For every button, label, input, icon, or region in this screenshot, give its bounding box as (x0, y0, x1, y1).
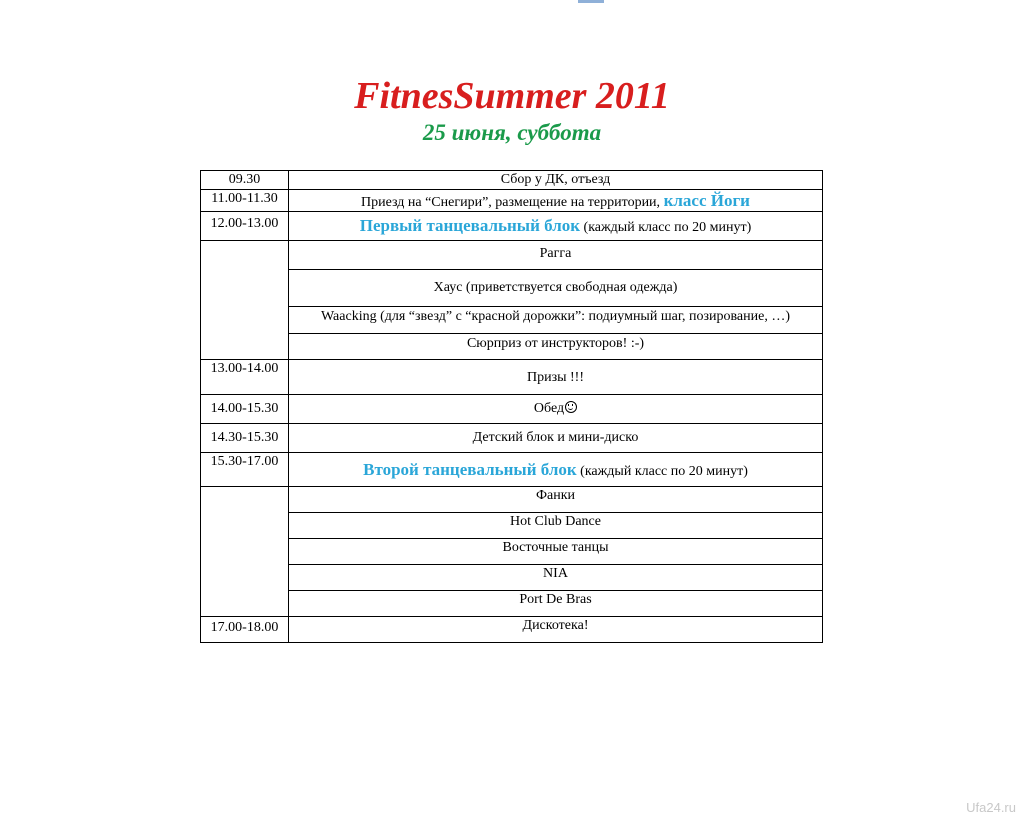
table-row (201, 565, 823, 591)
event-cell (289, 307, 823, 334)
event-cell (289, 487, 823, 513)
event-text: Фанки (535, 488, 576, 503)
event-text: (каждый класс по 20 минут) (580, 220, 752, 235)
event-text: Хаус (приветствуется свободная одежда) (433, 280, 678, 295)
event-cell (289, 453, 823, 487)
event-cell (289, 565, 823, 591)
time-cell: 13.00-14.00 (201, 360, 289, 395)
top-edge-mark (578, 0, 604, 3)
event-cell (289, 190, 823, 212)
event-cell (289, 424, 823, 453)
event-text: Сюрприз от инструкторов! :-) (466, 336, 645, 351)
page-subtitle: 25 июня, суббота (422, 120, 602, 145)
time-cell: 15.30-17.00 (201, 453, 289, 487)
time-cell: 17.00-18.00 (201, 617, 289, 643)
event-cell (289, 334, 823, 360)
table-row (201, 270, 823, 307)
time-cell: 14.30-15.30 (201, 424, 289, 453)
time-cell: 14.00-15.30 (201, 395, 289, 424)
event-text: Приезд на “Снегири”, размещение на территории, (361, 195, 664, 210)
table-row (201, 241, 823, 270)
table-row (201, 190, 823, 212)
event-text: Призы !!! (526, 370, 585, 385)
event-highlight: Второй танцевальный блок (363, 460, 577, 479)
page-title: FitnesSummer 2011 (354, 75, 670, 117)
event-cell (289, 241, 823, 270)
event-highlight: класс Йоги (663, 191, 750, 210)
event-cell (289, 171, 823, 190)
table-row (201, 307, 823, 334)
time-cell: 11.00-11.30 (201, 190, 289, 212)
event-cell (289, 539, 823, 565)
table-row (201, 591, 823, 617)
table-row (201, 513, 823, 539)
table-row (201, 334, 823, 360)
watermark: Ufa24.ru (966, 800, 1016, 815)
event-cell (289, 270, 823, 307)
table-row (201, 171, 823, 190)
event-text: Детский блок и мини-диско (472, 430, 639, 445)
table-row (201, 212, 823, 241)
event-cell (289, 395, 823, 424)
event-text: Сбор у ДК, отъезд (500, 172, 611, 187)
event-text: Waacking (для “звезд” с “красной дорожки”: подиумный шаг, позирование, …) (320, 309, 791, 324)
event-text: Hot Club Dance (510, 514, 601, 529)
event-cell (289, 617, 823, 643)
time-cell: 12.00-13.00 (201, 212, 289, 241)
event-cell (289, 591, 823, 617)
time-cell-empty (201, 487, 289, 617)
event-text: Восточные танцы (502, 540, 609, 555)
table-row (201, 539, 823, 565)
smiley-icon (565, 401, 577, 413)
table-row (201, 487, 823, 513)
table-row (201, 617, 823, 643)
event-text: Дискотека! (522, 618, 589, 633)
time-cell: 09.30 (201, 171, 289, 190)
event-text: Обед (533, 401, 565, 416)
event-text: Рагга (539, 246, 572, 261)
event-cell (289, 360, 823, 395)
event-cell (289, 212, 823, 241)
event-text: Port De Bras (519, 592, 592, 607)
event-highlight: Первый танцевальный блок (359, 216, 581, 235)
time-cell-empty (201, 241, 289, 360)
event-text: NIA (543, 566, 568, 581)
table-row (201, 395, 823, 424)
schedule-table (200, 170, 823, 643)
table-row (201, 360, 823, 395)
table-row (201, 453, 823, 487)
event-cell (289, 513, 823, 539)
event-text: (каждый класс по 20 минут) (576, 464, 748, 479)
table-row (201, 424, 823, 453)
